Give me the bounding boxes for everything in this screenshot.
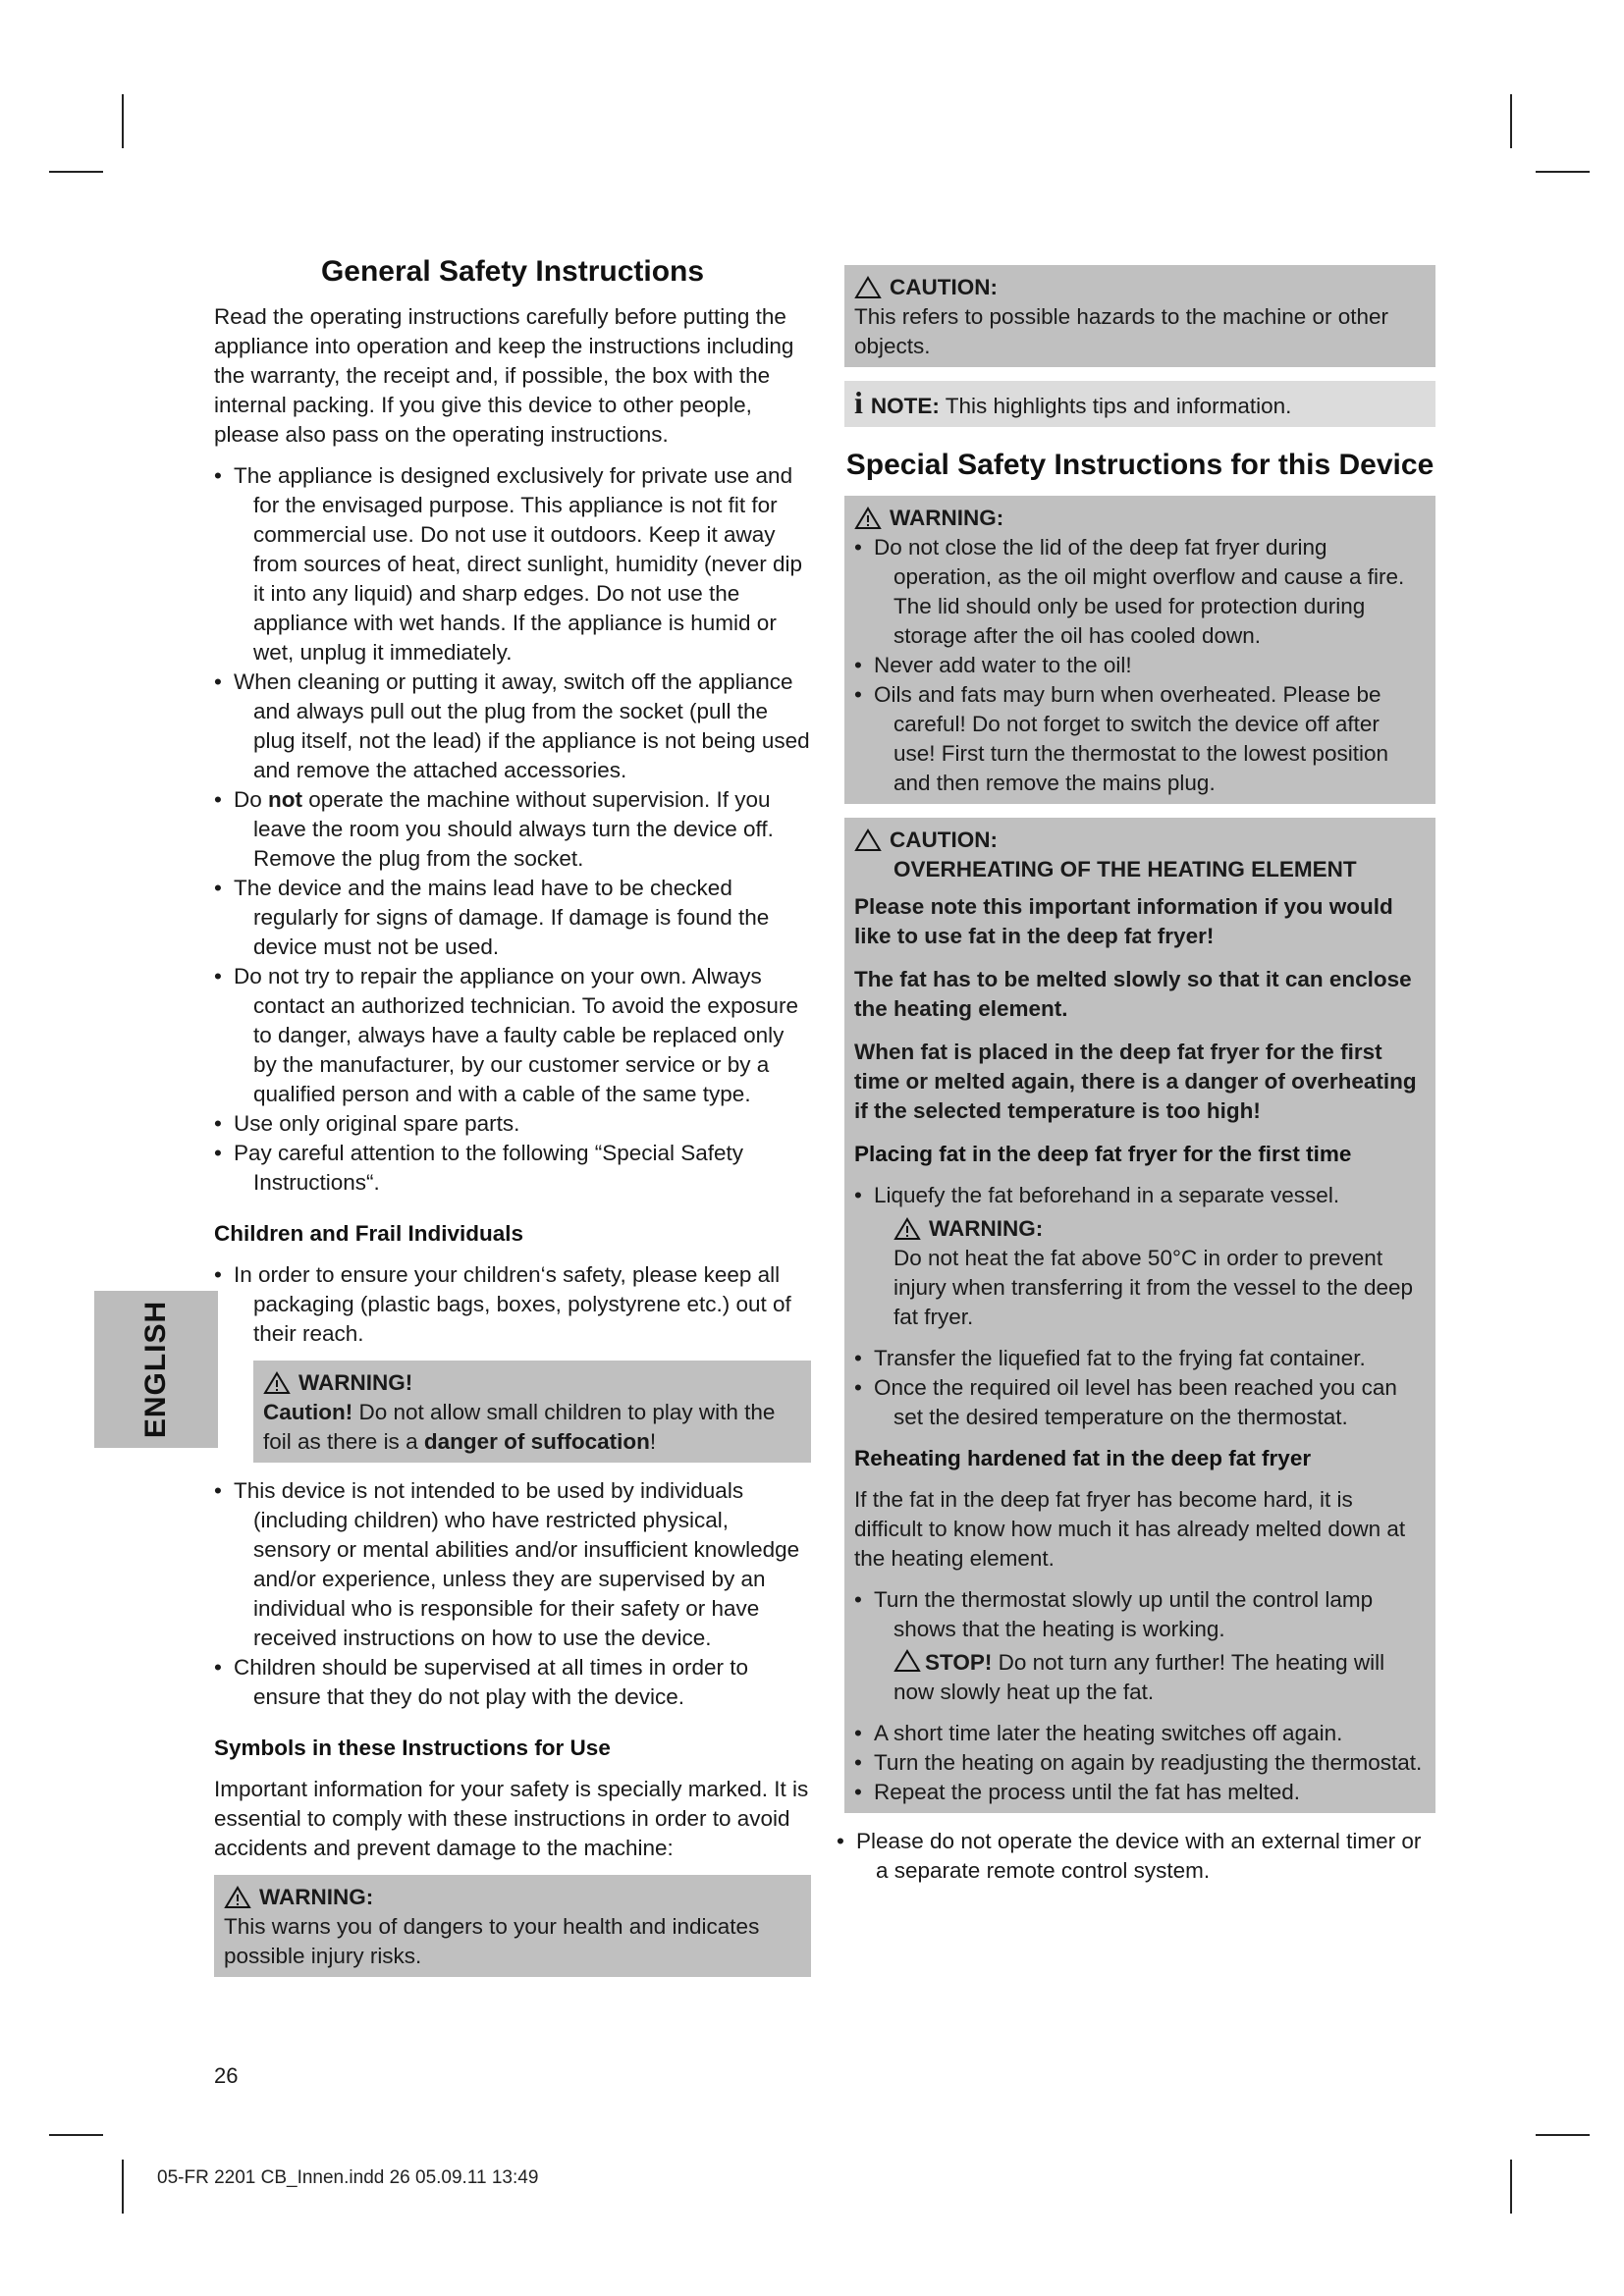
overheating-note-3: When fat is placed in the deep fat fryer for the first time or melted again, there is a danger of overheating if the selected temperature is too high!	[854, 1040, 1417, 1123]
list-item-text: Do	[234, 787, 269, 812]
children-list-continued	[214, 1476, 811, 1712]
list-item: • Oils and fats may burn when overheated. Please be careful! Do not forget to switch the device off after use! First turn the thermostat to the lowest position and then remove the mains plug.	[854, 680, 1426, 798]
warning-triangle-icon	[263, 1371, 291, 1395]
note-symbol-box	[844, 381, 1435, 427]
crop-mark	[1536, 171, 1590, 173]
caution-subheading: OVERHEATING OF THE HEATING ELEMENT	[893, 857, 1357, 881]
list-item: • Never add water to the oil!	[854, 651, 1426, 680]
caution-triangle-icon	[854, 828, 882, 852]
warning-text: This warns you of dangers to your health and indicates possible injury risks.	[224, 1914, 760, 1968]
final-list	[837, 1827, 1435, 1886]
overheating-note-1: Please note this important information if you would like to use fat in the deep fat fryer!	[854, 894, 1393, 948]
crop-mark	[1510, 2160, 1512, 2214]
reheating-paragraph: If the fat in the deep fat fryer has become hard, it is difficult to know how much it has already melted down at the heating element.	[854, 1487, 1406, 1571]
crop-mark	[122, 2160, 124, 2214]
warning-label: WARNING:	[890, 506, 1004, 530]
list-item: • Children should be supervised at all times in order to ensure that they do not play with the device.	[214, 1653, 811, 1712]
general-safety-list	[214, 461, 811, 1198]
symbols-paragraph: Important information for your safety is specially marked. It is essential to comply with these instructions in order to avoid accidents and prevent damage to the machine:	[214, 1777, 809, 1860]
note-text: This highlights tips and information.	[939, 394, 1292, 418]
special-safety-title: Special Safety Instructions for this Device	[845, 449, 1435, 481]
special-warning-list	[854, 533, 1426, 798]
warning-text	[263, 1398, 801, 1457]
overheating-note-2: The fat has to be melted slowly so that it can enclose the heating element.	[854, 967, 1412, 1021]
info-icon: i	[854, 385, 863, 420]
caution-symbol-box	[844, 265, 1435, 367]
warning-text-part: Do not allow small children to play with the foil as there is a	[263, 1400, 776, 1454]
list-item: • The device and the mains lead have to be checked regularly for signs of damage. If damage is found the device must not be used.	[214, 874, 811, 962]
warning-triangle-icon	[893, 1217, 921, 1241]
crop-mark	[1536, 2134, 1590, 2136]
stop-notice	[854, 1648, 1426, 1707]
list-item: • This device is not intended to be used by individuals (including children) who have restricted physical, sensory or mental abilities and/or insufficient knowledge and/or experience, unless they are supervised by an individual who is responsible for their safety or have received instructions on how to use the device.	[214, 1476, 811, 1653]
list-item: • Turn the thermostat slowly up until the control lamp shows that the heating is working.	[854, 1585, 1426, 1644]
overheating-caution-box	[844, 818, 1435, 1813]
suffocation-warning-box	[253, 1361, 811, 1463]
general-safety-title: General Safety Instructions	[320, 255, 705, 288]
warning-header	[263, 1368, 801, 1398]
symbols-heading: Symbols in these Instructions for Use	[214, 1735, 611, 1760]
reheating-list-continued	[854, 1719, 1426, 1807]
caution-text: This refers to possible hazards to the machine or other objects.	[854, 304, 1389, 358]
placing-list-continued	[854, 1344, 1426, 1432]
stop-label: STOP!	[925, 1650, 993, 1675]
warning-header	[893, 1214, 1426, 1244]
caution-triangle-icon	[893, 1649, 921, 1673]
symbols-warning-box	[214, 1875, 811, 1977]
placing-list	[854, 1181, 1426, 1210]
emphasis-text: danger of suffocation	[423, 1429, 650, 1454]
warning-label: WARNING:	[929, 1216, 1044, 1241]
language-tab	[94, 1291, 218, 1448]
intro-paragraph: Read the operating instructions carefully before putting the appliance into operation and keep the instructions including the warranty, the receipt and, if possible, the box with the internal packing. If you give this device to other people, please also pass on the operating instructions.	[214, 304, 794, 447]
reheating-list	[854, 1585, 1426, 1644]
special-warning-box	[844, 496, 1435, 804]
warning-text: Do not heat the fat above 50°C in order to prevent injury when transferring it from the vessel to the deep fat fryer.	[893, 1246, 1414, 1329]
language-tab-label: ENGLISH	[139, 1300, 172, 1439]
crop-mark	[49, 171, 103, 173]
list-item: • Turn the heating on again by readjusting the thermostat.	[854, 1748, 1426, 1778]
placing-heading: Placing fat in the deep fat fryer for the first time	[854, 1142, 1352, 1166]
list-item-text: operate the machine without supervision. If you leave the room you should always turn the device off. Remove the plug from the socket.	[253, 787, 774, 871]
list-item: • Once the required oil level has been reached you can set the desired temperature on the thermostat.	[854, 1373, 1426, 1432]
caution-header	[854, 273, 1426, 302]
warning-text-part: !	[649, 1429, 657, 1454]
warning-label: WARNING:	[259, 1885, 374, 1909]
list-item	[214, 785, 811, 874]
emphasis-text: not	[268, 787, 302, 812]
crop-mark	[1510, 94, 1512, 148]
crop-mark	[122, 94, 124, 148]
list-item: • Repeat the process until the fat has melted.	[854, 1778, 1426, 1807]
stop-text: Do not turn any further! The heating will now slowly heat up the fat.	[893, 1650, 1385, 1704]
caution-triangle-icon	[854, 276, 882, 299]
warning-header	[224, 1883, 801, 1912]
nested-warning	[854, 1214, 1426, 1332]
list-item: • Pay careful attention to the following “Special Safety Instructions“.	[214, 1139, 811, 1198]
warning-header	[854, 504, 1426, 533]
children-heading: Children and Frail Individuals	[214, 1221, 524, 1246]
reheating-heading: Reheating hardened fat in the deep fat fryer	[854, 1446, 1312, 1470]
caution-header	[854, 826, 1426, 855]
list-item: • In order to ensure your children‘s safety, please keep all packaging (plastic bags, boxes, polystyrene etc.) out of their reach.	[214, 1260, 811, 1349]
list-item: • Do not try to repair the appliance on your own. Always contact an authorized technician. To avoid the exposure to danger, always have a faulty cable be replaced only by the manufacturer, by our customer service or by a qualified person and with a cable of the same type.	[214, 962, 811, 1109]
caution-label: CAUTION:	[890, 275, 998, 299]
list-item: • Use only original spare parts.	[214, 1109, 811, 1139]
print-slug: 05-FR 2201 CB_Innen.indd 26 05.09.11 13:49	[157, 2167, 539, 2188]
right-column	[844, 265, 1435, 1897]
page-number: 26	[214, 2063, 239, 2088]
left-column	[214, 253, 811, 1991]
list-item: • Transfer the liquefied fat to the frying fat container.	[854, 1344, 1426, 1373]
note-label: NOTE:	[870, 394, 940, 418]
list-item: • A short time later the heating switches off again.	[854, 1719, 1426, 1748]
warning-triangle-icon	[854, 507, 882, 530]
list-item: • When cleaning or putting it away, switch off the appliance and always pull out the plug from the socket (pull the plug itself, not the lead) if the appliance is not being used and remove the attached accessories.	[214, 667, 811, 785]
warning-label: WARNING!	[298, 1370, 413, 1395]
warning-triangle-icon	[224, 1886, 251, 1909]
caution-label: CAUTION:	[890, 828, 998, 852]
list-item: • The appliance is designed exclusively for private use and for the envisaged purpose. This appliance is not fit for commercial use. Do not use it outdoors. Keep it away from sources of heat, direct sunlight, humidity (never dip it into any liquid) and sharp edges. Do not use the appliance with wet hands. If the appliance is humid or wet, unplug it immediately.	[214, 461, 811, 667]
list-item: • Liquefy the fat beforehand in a separate vessel.	[854, 1181, 1426, 1210]
children-list	[214, 1260, 811, 1349]
list-item: • Do not close the lid of the deep fat fryer during operation, as the oil might overflow and cause a fire. The lid should only be used for protection during storage after the oil has cooled down.	[854, 533, 1426, 651]
caution-label: Caution!	[263, 1400, 353, 1424]
list-item: • Please do not operate the device with an external timer or a separate remote control system.	[837, 1827, 1435, 1886]
crop-mark	[49, 2134, 103, 2136]
